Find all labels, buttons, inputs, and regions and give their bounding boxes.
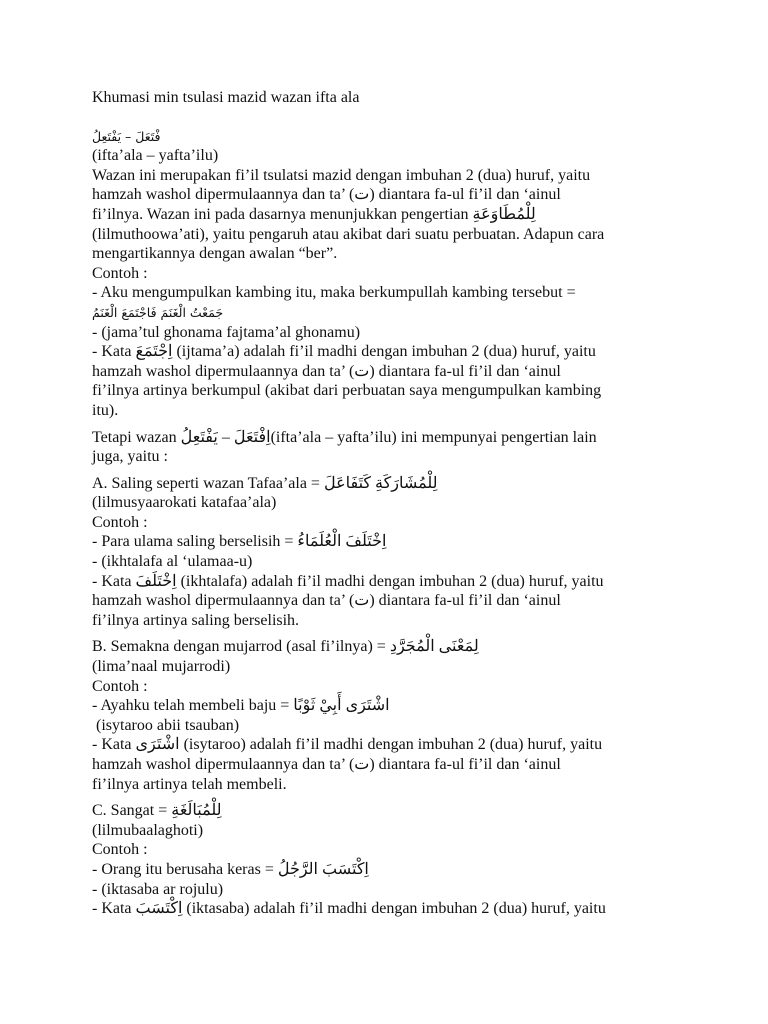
text-line: - Kata اِكْتَسَبَ (iktasaba) adalah fi’il madhi dengan imbuhan 2 (dua) huruf, yaitu: [92, 900, 606, 918]
document-page: [92, 88, 692, 919]
text-line: - Aku mengumpulkan kambing itu, maka berkumpullah kambing tersebut =: [92, 284, 576, 302]
arabic-text-line: جَمَعْتُ الْغَنَمَ فَاجْتَمَعَ الْغَنَمُ: [92, 304, 224, 320]
text-line: mengartikannya dengan awalan “ber”.: [92, 245, 338, 263]
text-line: C. Sangat = لِلْمُبَالَغَةِ: [92, 802, 222, 820]
document-title: Khumasi min tsulasi mazid wazan ifta ala: [92, 89, 360, 106]
text-line: - Para ulama saling berselisih = اِخْتَلَفَ الْعُلَمَاءُ: [92, 533, 387, 551]
text-line: - (ikhtalafa al ‘ulamaa-u): [92, 553, 253, 571]
text-line: Tetapi wazan اِفْتَعَلَ – يَفْتَعِلُ(ifta’ala – yafta’ilu) ini mempunyai pengertian lain: [92, 428, 597, 446]
text-line: hamzah washol dipermulaannya dan ta’ (ت) diantara fa-ul fi’il dan ‘ainul: [92, 592, 561, 610]
document-body: [92, 127, 692, 919]
text-line: hamzah washol dipermulaannya dan ta’ (ت) diantara fa-ul fi’il dan ‘ainul: [92, 756, 561, 773]
text-line: - Orang itu berusaha keras = اِكْتَسَبَ الرَّجُلُ: [92, 860, 369, 878]
text-line: (lilmuthoowa’ati), yaitu pengaruh atau akibat dari suatu perbuatan. Adapun cara: [92, 225, 605, 243]
text-line: fi’ilnya artinya telah membeli.: [92, 775, 287, 793]
text-line: hamzah washol dipermulaannya dan ta’ (ت) diantara fa-ul fi’il dan ‘ainul: [92, 186, 561, 204]
text-line: (isytaroo abii tsauban): [96, 716, 240, 734]
text-line: fi’ilnya artinya saling berselisih.: [92, 611, 300, 629]
text-line: - Kata اشْتَرَى (isytaroo) adalah fi’il madhi dengan imbuhan 2 (dua) huruf, yaitu: [92, 736, 603, 754]
text-line: - (iktasaba ar rojulu): [92, 880, 224, 898]
text-line: Contoh :: [92, 841, 148, 859]
text-line: - Ayahku telah membeli baju = اشْتَرَى أَبِيْ ثَوْبًا: [92, 697, 390, 715]
text-line: B. Semakna dengan mujarrod (asal fi’ilnya) = لِمَعْنَى الْمُجَرَّدِ: [92, 638, 479, 656]
text-line: - (jama’tul ghonama fajtama’al ghonamu): [92, 323, 361, 341]
text-line: Contoh :: [92, 513, 148, 531]
arabic-text-line: فْتَعَلَ – يَفْتَعِلُ: [92, 128, 161, 144]
text-line: Contoh :: [92, 677, 148, 695]
text-line: (lima’naal mujarrodi): [92, 658, 231, 676]
text-line: Contoh :: [92, 264, 148, 282]
text-line: - Kata اِجْتَمَعَ (ijtama’a) adalah fi’il madhi dengan imbuhan 2 (dua) huruf, yaitu: [92, 343, 596, 361]
text-line: Wazan ini merupakan fi’il tsulatsi mazid dengan imbuhan 2 (dua) huruf, yaitu: [92, 166, 591, 184]
text-line: juga, yaitu :: [92, 448, 168, 466]
text-line: itu).: [92, 401, 119, 419]
text-line: hamzah washol dipermulaannya dan ta’ (ت) diantara fa-ul fi’il dan ‘ainul: [92, 362, 561, 380]
text-line: - Kata اِخْتَلَفَ (ikhtalafa) adalah fi’il madhi dengan imbuhan 2 (dua) huruf, yaitu: [92, 572, 604, 590]
text-line: A. Saling seperti wazan Tafaa’ala = لِلْمُشَارَكَةِ كَتَفَاعَلَ: [92, 474, 438, 492]
text-line: (lilmusyaarokati katafaa’ala): [92, 494, 277, 512]
text-line: fi’ilnya artinya berkumpul (akibat dari perbuatan saya mengumpulkan kambing: [92, 382, 602, 400]
text-line: fi’ilnya. Wazan ini pada dasarnya menunjukkan pengertian لِلْمُطَاوَعَةِ: [92, 205, 536, 223]
text-line: (ifta’ala – yafta’ilu): [92, 147, 219, 165]
text-line: (lilmubaalaghoti): [92, 821, 204, 839]
